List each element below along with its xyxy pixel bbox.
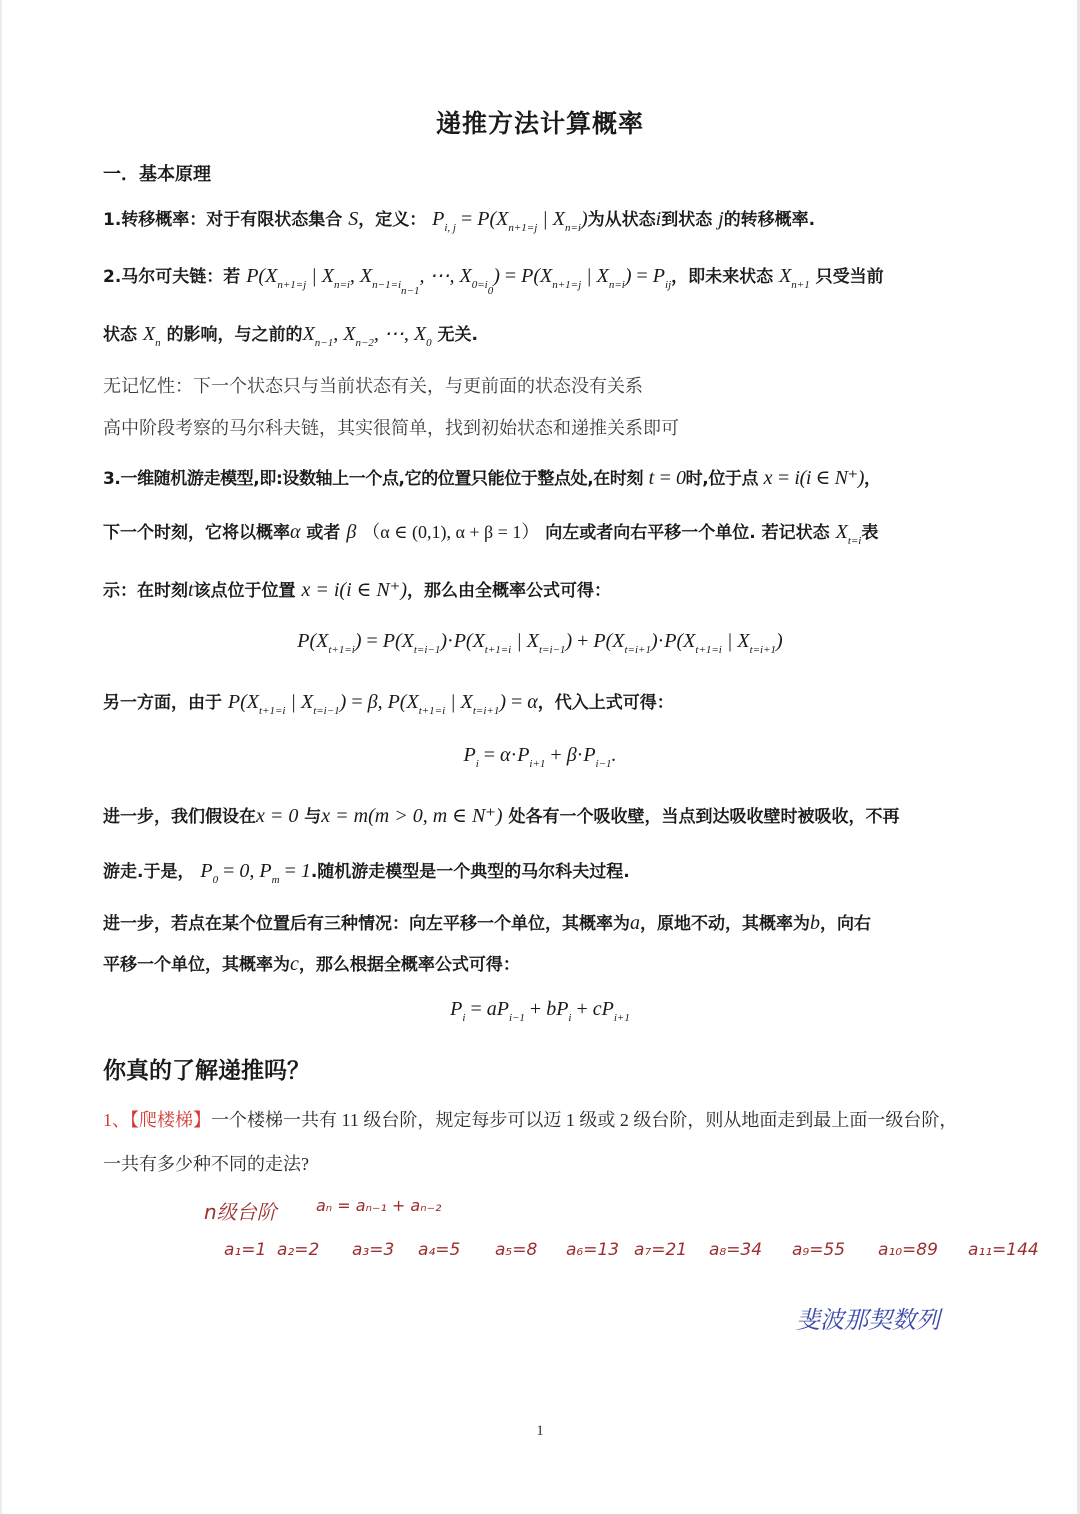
handwritten-term-6: a₆=13 — [566, 1240, 620, 1260]
handwritten-term-1: a₁=1 — [224, 1240, 267, 1260]
note-highschool: 高中阶段考察的马尔科夫链，其实很简单，找到初始状态和递推关系即可 — [103, 418, 679, 438]
item3-line5: 进一步，我们假设在x = 0 与x = m(m > 0, m ∈ N⁺) 处各有一个吸收壁，当点到达吸收壁时被吸收，不再 — [103, 805, 900, 827]
section-heading-basics: 一．基本原理 — [103, 164, 211, 185]
handwritten-term-5: a₅=8 — [495, 1240, 538, 1260]
problem1-line1: 1、【爬楼梯】一个楼梯一共有 11 级台阶，规定每步可以迈 1 级或 2 级台阶，则从地面走到最上面一级台阶， — [103, 1110, 958, 1130]
item1-transition-probability: 1.转移概率：对于有限状态集合 S，定义： $P_{i, j} = P(X_{n+1=j}$ | $X_{n=i}$)为从状态i到状态 j的转移概率. — [103, 208, 816, 234]
page-title: 递推方法计算概率 — [435, 109, 644, 138]
formula-three-cases: $P_i = aP_{i-1} + bP_i + cP_{i+1}$ — [450, 998, 630, 1024]
handwritten-term-4: a₄=5 — [418, 1240, 461, 1260]
item2-line2: 状态 $X_n$ 的影响，与之前的$X_{n-1}$, $X_{n-2}$, ⋯, $X_0$ 无关. — [103, 323, 478, 349]
item3-line3: 示：在时刻t该点位于位置 x = i(i ∈ N⁺)，那么由全概率公式可得： — [103, 579, 611, 601]
formula-recurrence: $P_i = \alpha\cdot P_{i+1} + \beta\cdot P_{i-1}$. — [463, 744, 617, 770]
formula-transition: $P_{i, j} = P(X_{n+1=j}$ | $X_{n=i}$) — [432, 208, 588, 234]
item3-line4: 另一方面，由于 $P(X_{t+1=i}$ | $X_{t=i-1}) = \beta$, $P(X_{t+1=i}$ | $X_{t=i+1}) = \alpha$，代入上式可得： — [103, 691, 674, 717]
handwritten-term-7: a₇=21 — [634, 1240, 688, 1260]
item3-line7: 进一步，若点在某个位置后有三种情况：向左平移一个单位，其概率为a，原地不动，其概率为b，向右 — [103, 912, 871, 934]
handwritten-label: n级台阶 — [204, 1200, 277, 1224]
item3-line6: 游走.于是， $P_0 = 0$, $P_m = 1$.随机游走模型是一个典型的马尔科夫过程. — [103, 860, 630, 886]
page-number: 1 — [536, 1423, 544, 1439]
formula-total-probability: $P(X_{t+1=i}) = P(X_{t=i-1})\cdot P(X_{t+1=i}$ | $X_{t=i-1}) + P(X_{t=i+1})\cdot P(X_{t+1=i}$ | $X_{t=i+1}$) — [297, 630, 783, 656]
handwritten-term-8: a₈=34 — [709, 1240, 763, 1260]
handwritten-term-2: a₂=2 — [277, 1240, 320, 1260]
handwritten-term-3: a₃=3 — [352, 1240, 395, 1260]
handwritten-term-11: a₁₁=144 — [968, 1240, 1039, 1260]
item3-line2: 下一个时刻，它将以概率α 或者 β （α ∈ (0,1), α + β = 1） 向左或者向右平移一个单位. 若记状态 $X_{t=i}$表 — [103, 521, 879, 547]
formula-markov: $P(X_{n+1=j}$ | $X_{n=i}$, $X_{n-1=i_{n-1}}$, ⋯, $X_{0=i_0}) = P(X_{n+1=j}$ | $X_{n=i}) = P_{ij}$ — [246, 265, 672, 297]
handwritten-term-9: a₉=55 — [792, 1240, 846, 1260]
problem1-line2: 一共有多少种不同的走法? — [103, 1154, 309, 1174]
handwritten-fibonacci-note: 斐波那契数列 — [796, 1306, 940, 1334]
note-memoryless: 无记忆性：下一个状态只与当前状态有关，与更前面的状态没有关系 — [103, 376, 643, 396]
section-heading-recursion: 你真的了解递推吗？ — [103, 1058, 310, 1084]
item3-line1: 3.一维随机游走模型,即:设数轴上一个点,它的位置只能位于整点处,在时刻 t = 0时,位于点 x = i(i ∈ N⁺)， — [103, 467, 881, 489]
handwritten-term-10: a₁₀=89 — [878, 1240, 938, 1260]
item3-line8: 平移一个单位，其概率为c，那么根据全概率公式可得： — [103, 953, 520, 975]
handwritten-recurrence: aₙ = aₙ₋₁ + aₙ₋₂ — [316, 1196, 442, 1215]
problem-tag: 【爬楼梯】 — [130, 1110, 211, 1130]
item2-markov-chain: 2.马尔可夫链：若 $P(X_{n+1=j}$ | $X_{n=i}$, $X_{n-1=i_{n-1}}$, ⋯, $X_{0=i_0}) = P(X_{n+1=j}$ | $X_{n=i}) = P_{ij}$，即未来状态 $X_{n+1}$ 只受当前 — [103, 265, 884, 297]
